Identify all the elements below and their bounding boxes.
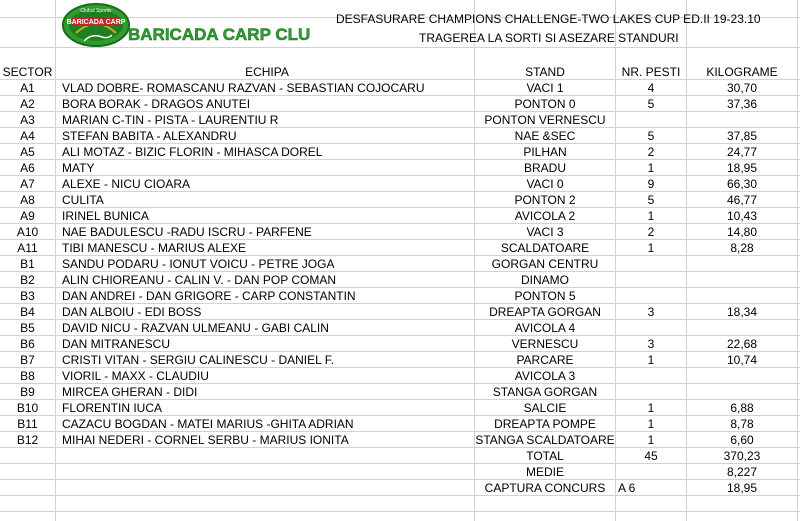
echipa-cell: ALIN CHIOREANU - CALIN V. - DAN POP COMAN xyxy=(62,273,337,287)
kg-cell: 66,30 xyxy=(726,177,758,191)
pesti-cell: 2 xyxy=(647,225,655,239)
kg-cell: 37,36 xyxy=(726,97,758,111)
pesti-cell: 3 xyxy=(647,305,655,319)
kg-cell: 14,80 xyxy=(726,225,758,239)
pesti-cell: 1 xyxy=(647,241,655,255)
stand-cell: SALCIE xyxy=(523,401,567,415)
stand-cell: PONTON 2 xyxy=(514,193,576,207)
stand-cell: NAE &SEC xyxy=(514,129,576,143)
sector-cell: A7 xyxy=(20,177,35,191)
header-row xyxy=(0,64,800,80)
sector-cell: A5 xyxy=(20,145,35,159)
table-row xyxy=(0,112,800,128)
table-row xyxy=(0,368,800,384)
sector-cell: B12 xyxy=(16,433,39,447)
kg-cell xyxy=(687,384,797,400)
pesti-cell: 5 xyxy=(647,193,655,207)
sector-cell: B8 xyxy=(20,369,35,383)
kg-cell: 6,88 xyxy=(730,401,754,415)
sector-cell: A6 xyxy=(20,161,35,175)
pesti-cell: 2 xyxy=(647,145,655,159)
pesti-cell: 3 xyxy=(647,337,655,351)
kg-cell: 46,77 xyxy=(726,193,758,207)
medie-kg: 8,227 xyxy=(726,465,758,479)
echipa-cell: STEFAN BABITA - ALEXANDRU xyxy=(62,129,237,143)
pesti-cell xyxy=(616,256,686,272)
sector-cell: A3 xyxy=(20,113,35,127)
spacer-row xyxy=(0,240,800,256)
pesti-cell xyxy=(616,368,686,384)
sector-cell: A2 xyxy=(20,97,35,111)
pesti-cell: 1 xyxy=(647,433,655,447)
sector-cell: A11 xyxy=(17,241,38,255)
table-row xyxy=(0,128,800,144)
table-row xyxy=(0,208,800,224)
spacer-row xyxy=(0,432,800,448)
echipa-cell: MARIAN C-TIN - PISTA - LAURENTIU R xyxy=(62,113,279,127)
echipa-cell: VIORIL - MAXX - CLAUDIU xyxy=(62,369,209,383)
stand-cell: PILHAN xyxy=(523,145,567,159)
stand-cell: AVICOLA 4 xyxy=(514,321,576,335)
echipa-cell: DAN ALBOIU - EDI BOSS xyxy=(62,305,202,319)
table-row xyxy=(0,96,800,112)
total-kg: 370,23 xyxy=(723,449,761,463)
stand-cell: DINAMO xyxy=(521,273,569,287)
echipa-cell: MATY xyxy=(62,161,95,175)
table-row xyxy=(0,256,800,272)
stand-cell: STANGA SCALDATOARE xyxy=(475,433,615,447)
sector-cell: B1 xyxy=(20,257,35,271)
stand-cell: DREAPTA POMPE xyxy=(494,417,596,431)
stand-cell: SCALDATOARE xyxy=(500,241,590,255)
header-kg: KILOGRAME xyxy=(706,65,778,79)
sector-cell: A1 xyxy=(20,81,35,95)
kg-cell: 10,74 xyxy=(726,353,758,367)
sector-cell: B9 xyxy=(20,385,35,399)
logo-badge-text: BARICADA CARP xyxy=(66,19,126,26)
table-row xyxy=(0,400,800,416)
table-row xyxy=(0,336,800,352)
captura-row xyxy=(0,480,800,496)
sector-cell: B7 xyxy=(20,353,35,367)
kg-cell xyxy=(687,368,797,384)
echipa-cell: BORA BORAK - DRAGOS ANUTEI xyxy=(62,97,251,111)
table-row xyxy=(0,320,800,336)
kg-cell: 37,85 xyxy=(726,129,758,143)
echipa-cell: FLORENTIN IUCA xyxy=(62,401,163,415)
sector-cell: B4 xyxy=(20,305,35,319)
total-pesti: 45 xyxy=(644,449,658,463)
stand-cell: VACI 1 xyxy=(526,81,564,95)
stand-cell: STANGA GORGAN xyxy=(492,385,598,399)
table-row xyxy=(0,80,800,96)
table-row xyxy=(0,416,800,432)
kg-cell xyxy=(687,112,797,128)
stand-cell: VACI 0 xyxy=(526,177,564,191)
kg-cell: 6,60 xyxy=(730,433,754,447)
pesti-cell xyxy=(616,288,686,304)
kg-cell: 18,34 xyxy=(726,305,758,319)
table-row xyxy=(0,224,800,240)
header-stand: STAND xyxy=(525,65,565,79)
stand-cell: VACI 3 xyxy=(526,225,564,239)
table-row xyxy=(0,144,800,160)
kg-cell: 8,78 xyxy=(730,417,754,431)
sector-cell: B6 xyxy=(20,337,35,351)
medie-label: MEDIE xyxy=(525,465,564,479)
pesti-cell: 1 xyxy=(647,401,655,415)
echipa-cell: NAE BADULESCU -RADU ISCRU - PARFENE xyxy=(62,225,312,239)
title-line-2: TRAGEREA LA SORTI SI ASEZARE STANDURI xyxy=(419,31,679,45)
pesti-cell xyxy=(616,272,686,288)
pesti-cell xyxy=(616,112,686,128)
pesti-cell: 9 xyxy=(647,177,655,191)
table-row xyxy=(0,192,800,208)
kg-cell xyxy=(687,256,797,272)
empty-row xyxy=(0,496,800,512)
echipa-cell: ALEXE - NICU CIOARA xyxy=(62,177,191,191)
stand-cell: PONTON VERNESCU xyxy=(484,113,606,127)
table-row xyxy=(0,352,800,368)
kg-cell: 10,43 xyxy=(726,209,758,223)
pesti-cell xyxy=(616,384,686,400)
logo-badge-small: Clubul Sportiv xyxy=(80,8,112,14)
echipa-cell: DAN MITRANESCU xyxy=(62,337,171,351)
stand-cell: GORGAN CENTRU xyxy=(491,257,599,271)
sector-cell: A9 xyxy=(20,209,35,223)
pesti-cell: 1 xyxy=(647,417,655,431)
sector-cell: B5 xyxy=(20,321,35,335)
total-label: TOTAL xyxy=(526,449,564,463)
pesti-cell: 1 xyxy=(647,209,655,223)
echipa-cell: SANDU PODARU - IONUT VOICU - PETRE JOGA xyxy=(62,257,335,271)
stand-cell: BRADU xyxy=(523,161,566,175)
header-sector: SECTOR xyxy=(2,65,53,79)
pesti-cell: 1 xyxy=(647,161,655,175)
header-echipa: ECHIPA xyxy=(245,65,289,79)
echipa-cell: MIHAI NEDERI - CORNEL SERBU - MARIUS IONITA xyxy=(62,433,349,447)
pesti-cell: 4 xyxy=(647,81,655,95)
club-logo xyxy=(62,3,310,49)
stand-cell: PONTON 0 xyxy=(514,97,576,111)
medie-row xyxy=(0,464,800,480)
stand-cell: VERNESCU xyxy=(511,337,579,351)
title-line-1: DESFASURARE CHAMPIONS CHALLENGE-TWO LAKES CUP ED.II 19-23.10 xyxy=(336,12,761,26)
header-pesti: NR. PESTI xyxy=(621,65,681,79)
kg-cell xyxy=(687,320,797,336)
sector-cell: A10 xyxy=(16,225,39,239)
captura-kg: 18,95 xyxy=(726,481,758,495)
logo-graphic xyxy=(62,3,310,49)
stand-cell: PONTON 5 xyxy=(514,289,576,303)
stand-cell: DREAPTA GORGAN xyxy=(489,305,601,319)
sector-cell: A8 xyxy=(20,193,35,207)
echipa-cell: CULITA xyxy=(62,193,104,207)
stand-cell: PARCARE xyxy=(516,353,574,367)
echipa-cell: CRISTI VITAN - SERGIU CALINESCU - DANIEL F. xyxy=(62,353,335,367)
kg-cell: 18,95 xyxy=(726,161,758,175)
captura-label: CAPTURA CONCURS xyxy=(484,481,606,495)
kg-cell xyxy=(687,272,797,288)
table-row xyxy=(0,176,800,192)
sector-cell: B2 xyxy=(20,273,35,287)
kg-cell: 30,70 xyxy=(726,81,758,95)
table-row xyxy=(0,272,800,288)
table-row xyxy=(0,384,800,400)
kg-cell: 24,77 xyxy=(726,145,758,159)
kg-cell: 22,68 xyxy=(726,337,758,351)
echipa-cell: IRINEL BUNICA xyxy=(62,209,149,223)
kg-cell xyxy=(687,288,797,304)
echipa-cell: TIBI MANESCU - MARIUS ALEXE xyxy=(62,241,247,255)
captura-sector: A 6 xyxy=(618,481,636,495)
pesti-cell: 1 xyxy=(647,353,655,367)
pesti-cell: 5 xyxy=(647,97,655,111)
stand-cell: AVICOLA 2 xyxy=(514,209,576,223)
pesti-cell: 5 xyxy=(647,129,655,143)
table-row xyxy=(0,304,800,320)
kg-cell: 8,28 xyxy=(730,241,754,255)
echipa-cell: MIRCEA GHERAN - DIDI xyxy=(62,385,198,399)
logo-text: BARICADA CARP CLUB xyxy=(128,25,310,44)
table-row xyxy=(0,160,800,176)
echipa-cell: DAN ANDREI - DAN GRIGORE - CARP CONSTANTIN xyxy=(62,289,356,303)
echipa-cell: DAVID NICU - RAZVAN ULMEANU - GABI CALIN xyxy=(62,321,329,335)
total-row xyxy=(0,448,800,464)
sector-cell: B11 xyxy=(17,417,38,431)
echipa-cell: VLAD DOBRE- ROMASCANU RAZVAN - SEBASTIAN COJOCARU xyxy=(62,81,425,95)
pesti-cell xyxy=(616,320,686,336)
table-row xyxy=(0,288,800,304)
sector-cell: B3 xyxy=(20,289,35,303)
echipa-cell: ALI MOTAZ - BIZIC FLORIN - MIHASCA DOREL xyxy=(62,145,323,159)
sector-cell: B10 xyxy=(16,401,39,415)
sector-cell: A4 xyxy=(20,129,35,143)
echipa-cell: CAZACU BOGDAN - MATEI MARIUS -GHITA ADRIAN xyxy=(62,417,354,431)
stand-cell: AVICOLA 3 xyxy=(514,369,576,383)
